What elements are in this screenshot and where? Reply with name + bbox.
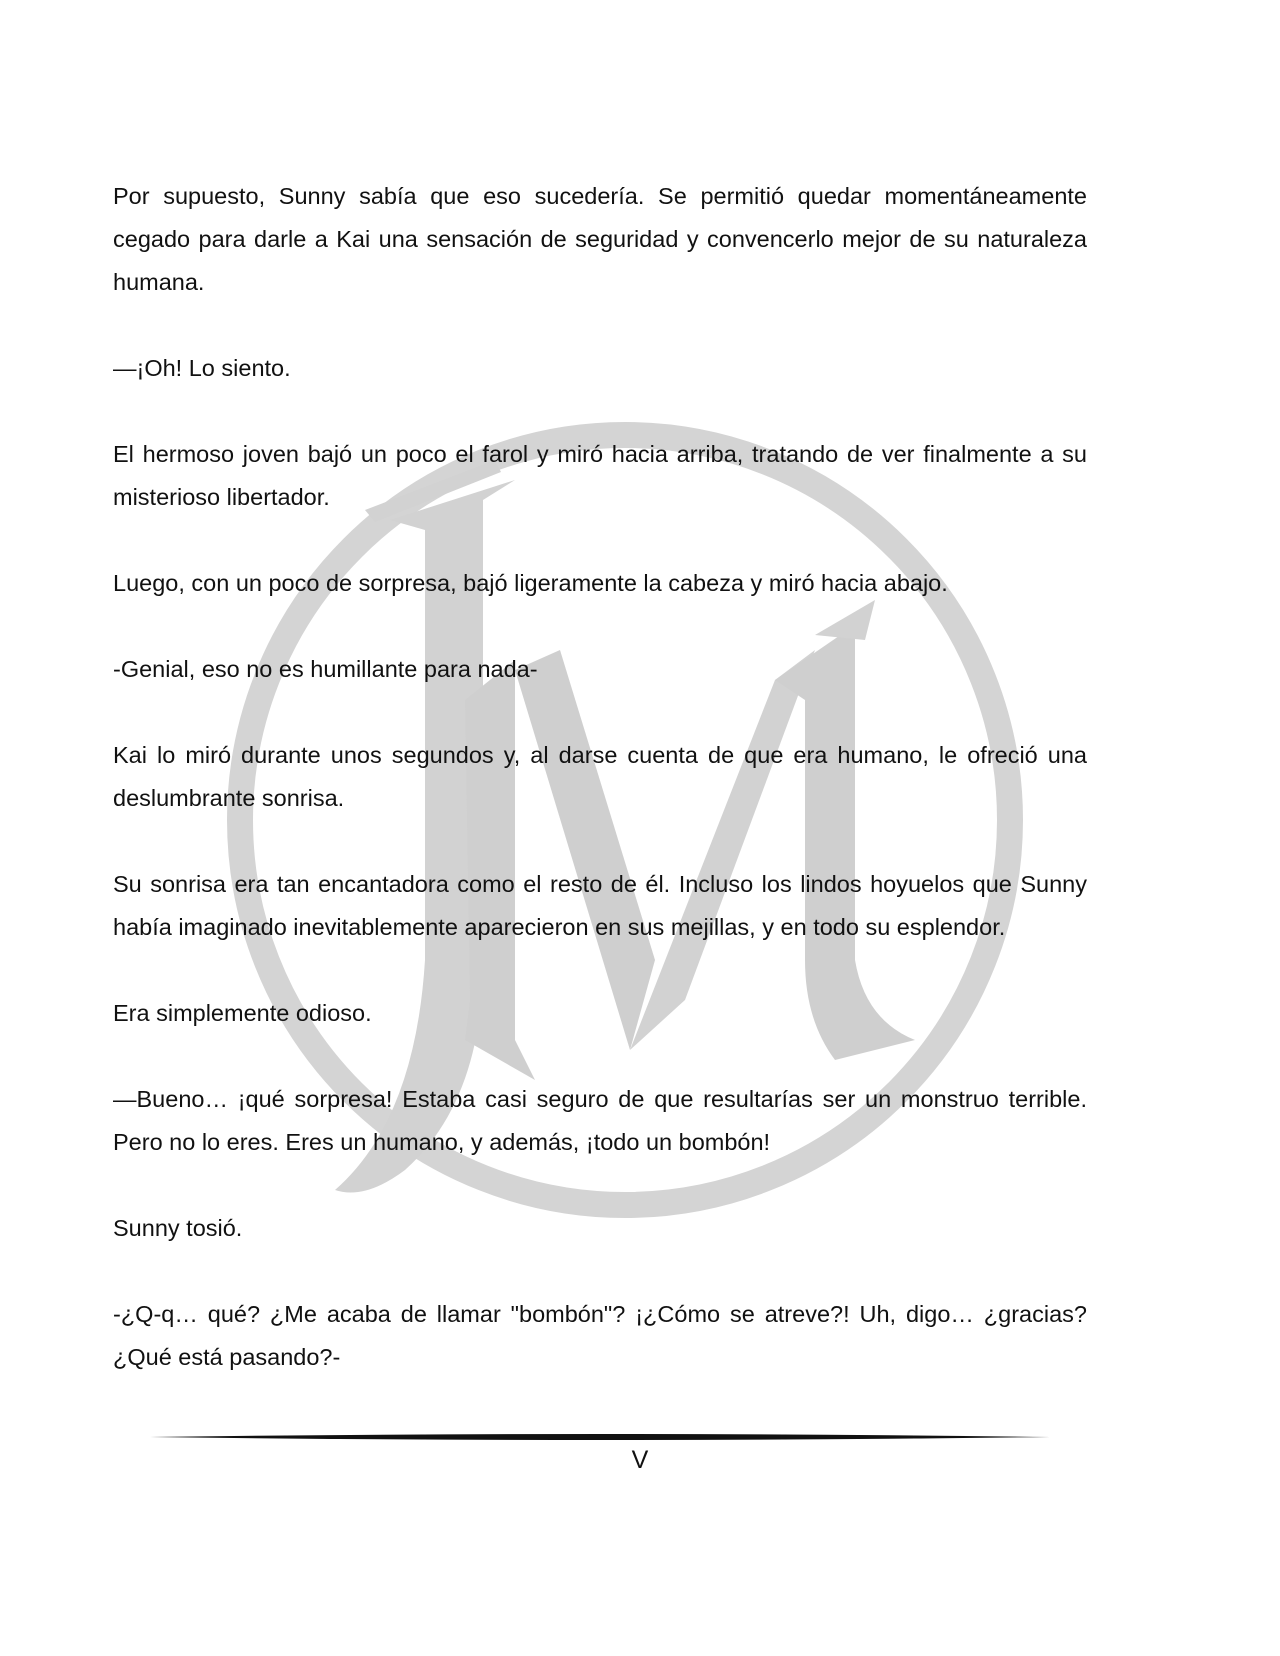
- page-body: [113, 175, 1087, 1422]
- paragraph: —Bueno… ¡qué sorpresa! Estaba casi seguro de que resultarías ser un monstruo terrible. Pero no lo eres. Eres un humano, y además, ¡todo un bombón!: [113, 1086, 1087, 1155]
- paragraph: Era simplemente odioso.: [113, 1000, 372, 1026]
- paragraph: —¡Oh! Lo siento.: [113, 355, 291, 381]
- paragraph: Kai lo miró durante unos segundos y, al darse cuenta de que era humano, le ofreció una deslumbrante sonrisa.: [113, 742, 1087, 811]
- paragraph: Sunny tosió.: [113, 1215, 243, 1241]
- page-number: V: [631, 1446, 649, 1474]
- paragraph: El hermoso joven bajó un poco el farol y miró hacia arriba, tratando de ver finalmente a su misterioso libertador.: [113, 441, 1087, 510]
- paragraph: -Genial, eso no es humillante para nada-: [113, 656, 538, 682]
- paragraph: -¿Q-q… qué? ¿Me acaba de llamar "bombón"? ¡¿Cómo se atreve?! Uh, digo… ¿gracias? ¿Qué está pasando?-: [113, 1301, 1087, 1370]
- footer-divider: [150, 1430, 1050, 1444]
- paragraph: Por supuesto, Sunny sabía que eso sucedería. Se permitió quedar momentáneamente cegado para darle a Kai una sensación de seguridad y convencerlo mejor de su naturaleza humana.: [113, 183, 1087, 295]
- paragraph: Luego, con un poco de sorpresa, bajó ligeramente la cabeza y miró hacia abajo.: [113, 570, 948, 596]
- paragraph: Su sonrisa era tan encantadora como el resto de él. Incluso los lindos hoyuelos que Sunny había imaginado inevitablemente aparecieron en sus mejillas, y en todo su esplendor.: [113, 871, 1087, 940]
